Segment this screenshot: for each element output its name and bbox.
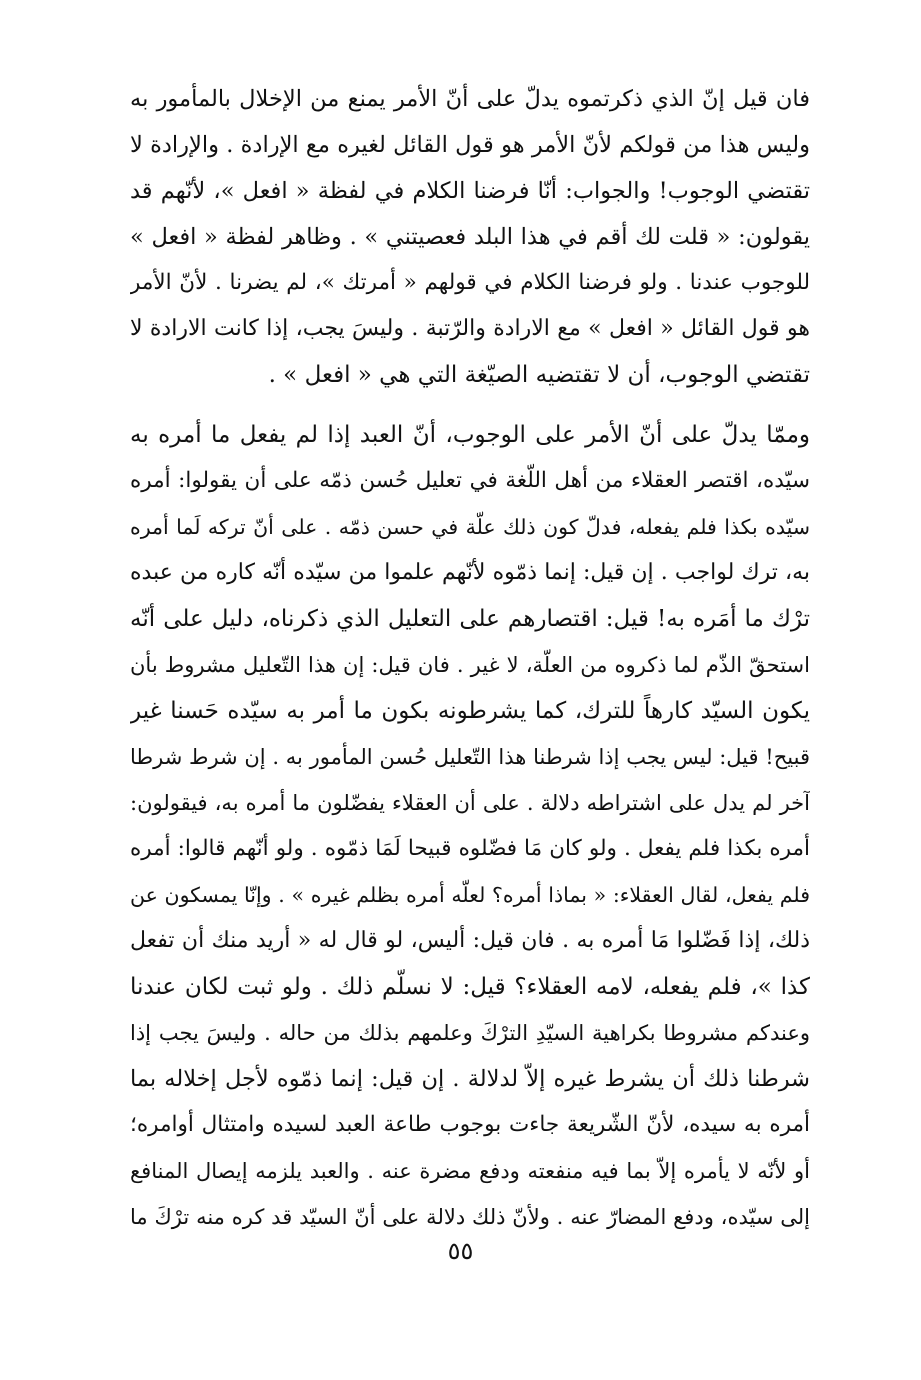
text-line: كذا »، فلم يفعله، لامه العقلاء؟ قيل: لا نسلّم ذلك . ولو ثبت لكان عندنا <box>130 974 810 1000</box>
text-line: به، ترك لواجب . إن قيل: إنما ذمّوه لأنّهم علموا من سيّده أنّه كاره من عبده <box>130 560 810 585</box>
text-line: يكون السيّد كارهاً للترك، كما يشرطونه بكون ما أمر به سيّده حَسنا غير <box>130 698 810 724</box>
text-line: استحقّ الذّم لما ذكروه من العلّة، لا غير . فان قيل: إن هذا التّعليل مشروط بأن <box>130 653 810 677</box>
text-line: إلى سيّده، ودفع المضارّ عنه . ولأنّ ذلك دلالة على أنّ السيّد قد كره منه ترْكَ ما <box>130 1205 810 1229</box>
text-line: تقتضي الوجوب، أن لا تقتضيه الصيّغة التي هي « افعل » . <box>268 362 810 388</box>
paragraph-1 <box>130 76 810 398</box>
text-line: ذلك، إذا فَضّلوا مَا أمره به . فان قيل: أليس، لو قال له « أريد منك أن تفعل <box>130 928 810 953</box>
text-line: تقتضي الوجوب! والجواب: أنّا فرضنا الكلام في لفظة « افعل »، لأنّهم قد <box>130 178 810 204</box>
text-line: وليس هذا من قولكم لأنّ الأمر هو قول القائل لغيره مع الإرادة . والإرادة لا <box>130 132 810 158</box>
text-line: للوجوب عندنا . ولو فرضنا الكلام في قولهم « أمرتك »، لم يضرنا . لأنّ الأمر <box>130 270 810 295</box>
text-line: سيّده بكذا فلم يفعله، فدلّ كون ذلك علّة في حسن ذمّه . على أنّ تركه لَما أمره <box>130 515 810 539</box>
text-line: أو لأنّه لا يأمره إلاّ بما فيه منفعته ودفع مضرة عنه . والعبد يلزمه إيصال المنافع <box>130 1159 810 1183</box>
text-line: شرطنا ذلك أن يشرط غيره إلاّ لدلالة . إن قيل: إنما ذمّوه لأجل إخلاله بما <box>130 1066 810 1092</box>
text-line: آخر لم يدل على اشتراطه دلالة . على أن العقلاء يفضّلون ما أمره به، فيقولون: <box>130 791 810 815</box>
text-line: ترْك ما أمَره به! قيل: اقتصارهم على التعليل الذي ذكرناه، دليل على أنّه <box>130 606 810 632</box>
paragraph-2 <box>130 412 810 1240</box>
page-number: ٥٥ <box>447 1237 474 1265</box>
text-line: أمره به سيده، لأنّ الشّريعة جاءت بوجوب طاعة العبد لسيده وامتثال أوامره؛ <box>130 1112 810 1137</box>
text-line: فان قيل إنّ الذي ذكرتموه يدلّ على أنّ الأمر يمنع من الإخلال بالمأمور به <box>130 86 810 112</box>
text-line: فلم يفعل، لقال العقلاء: « بماذا أمره؟ لعلّه أمره بظلم غيره » . وإنّا يمسكون عن <box>130 883 810 907</box>
text-line: يقولون: « قلت لك أقم في هذا البلد فعصيتني » . وظاهر لفظة « افعل » <box>130 224 810 250</box>
text-line: سيّده، اقتصر العقلاء من أهل اللّغة في تعليل حُسن ذمّه على أن يقولوا: أمره <box>130 468 810 493</box>
text-line: أمره بكذا فلم يفعل . ولو كان مَا فضّلوه قبيحا لَمَا ذمّوه . ولو أنّهم قالوا: أمره <box>130 836 810 861</box>
text-line: وممّا يدلّ على أنّ الأمر على الوجوب، أنّ العبد إذا لم يفعل ما أمره به <box>130 422 810 448</box>
text-line: هو قول القائل « افعل » مع الارادة والرّتبة . وليسَ يجب، إذا كانت الارادة لا <box>130 316 810 341</box>
text-line: قبيح! قيل: ليس يجب إذا شرطنا هذا التّعليل حُسن المأمور به . إن شرط شرطا <box>130 745 810 769</box>
text-line: وعندكم مشروطا بكراهية السيّدِ الترْكَ وعلمهم بذلك من حاله . وليسَ يجب إذا <box>130 1021 810 1045</box>
